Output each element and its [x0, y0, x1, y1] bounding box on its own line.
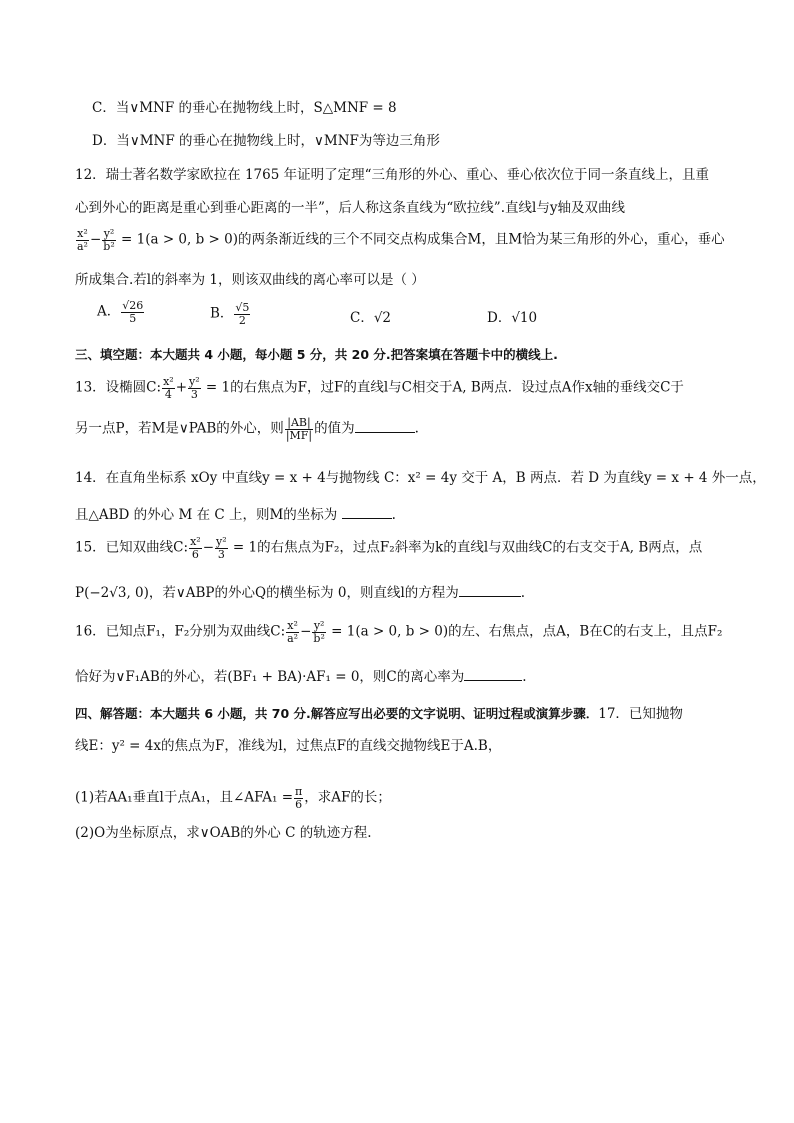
q11-option-c: C．当∨MNF 的垂心在抛物线上时，S△MNF = 8: [92, 100, 397, 116]
q14-line-2: 且△ABD 的外心 M 在 C 上，则M的坐标为 .: [75, 507, 396, 523]
fraction: $\frac{\text{x²}}{4}$: [163, 375, 174, 401]
fraction: $\frac{\text{y²}}{\text{b²}}$: [103, 227, 115, 253]
q16-line-2: 恰好为∨F₁AB的外心，若(BF₁ + BA)·AF₁ = 0，则C的离心率为 .: [75, 669, 527, 685]
fraction: $\frac{\text{x²}}{6}$: [190, 535, 201, 561]
answer-blank[interactable]: [342, 506, 392, 519]
q16-line-1: 16．已知点F₁，F₂分别为双曲线C: $\frac{\text{x²}}{\text{a²}}$ − $\frac{\text{y²}}{\text{b²}}$ = 1(a > 0, b > 0)的左、右焦点，点A，B在C的右支上，且点F₂: [75, 619, 723, 645]
q13-line-2: 另一点P，若M是∨PAB的外心，则 $\frac{|AB|}{|MF|}$ 的值为 .: [75, 416, 419, 442]
q17-line-2: 线E：y² = 4x的焦点为F，准线为l，过焦点F的直线交抛物线E于A.B，: [75, 738, 502, 754]
answer-blank[interactable]: [355, 420, 415, 433]
fraction: $\frac{\text{x²}}{\text{a²}}$: [77, 227, 88, 253]
q17-part-1: (1)若AA₁垂直l于点A₁，且∠AFA₁ = $\frac{\pi}{6}$ ，求AF的长；: [75, 785, 391, 811]
section-3-heading: 三、填空题：本大题共 4 小题，每小题 5 分，共 20 分.把答案填在答题卡中的横线上.: [75, 347, 558, 362]
answer-blank[interactable]: [459, 584, 521, 597]
q12-line-2: 心到外心的距离是重心到垂心距离的一半”，后人称这条直线为“欧拉线”.直线l与y轴及双曲线: [75, 200, 625, 216]
q14-line-1: 14．在直角坐标系 xOy 中直线y = x + 4与抛物线 C：x² = 4y 交于 A，B 两点．若 D 为直线y = x + 4 外一点，: [75, 470, 766, 486]
q15-line-2: P(−2√3, 0)，若∨ABP的外心Q的横坐标为 0，则直线l的方程为 .: [75, 585, 526, 601]
q12-option-c: C．√2: [350, 310, 392, 326]
section-4-heading: 四、解答题：本大题共 6 小题，共 70 分.解答应写出必要的文字说明、证明过程或演算步骤．17．已知抛物: [75, 706, 683, 722]
q15-line-1: 15．已知双曲线C: $\frac{\text{x²}}{6}$ − $\frac{\text{y²}}{3}$ = 1的右焦点为F₂，过点F₂斜率为k的直线l与双曲线C的右支交于A, B两点，点: [75, 535, 703, 561]
fraction: $\frac{\pi}{6}$: [295, 785, 303, 811]
fraction: $\frac{√5}{2}$: [235, 301, 250, 327]
q12-line-3: $\frac{\text{x²}}{\text{a²}}$ − $\frac{\text{y²}}{\text{b²}}$ = 1(a > 0, b > 0)的两条渐近线的三个不同交点构成集合M，且M恰为某三角形的外心，重心，垂心: [77, 227, 725, 253]
q11-option-d: D．当∨MNF 的垂心在抛物线上时，∨MNF为等边三角形: [92, 133, 440, 149]
q13-line-1: 13．设椭圆C: $\frac{\text{x²}}{4}$ + $\frac{\text{y²}}{3}$ = 1的右焦点为F，过F的直线l与C相交于A, B两点．设过点A作x轴的垂线交C于: [75, 375, 684, 401]
q12-line-4: 所成集合.若l的斜率为 1，则该双曲线的离心率可以是（ ）: [75, 272, 425, 288]
fraction: $\frac{|AB|}{|MF|}$: [285, 416, 313, 442]
fraction: $\frac{\text{y²}}{\text{b²}}$: [313, 619, 325, 645]
q12-option-b: B． $\frac{√5}{2}$: [210, 301, 250, 327]
answer-blank[interactable]: [464, 668, 522, 681]
fraction: $\frac{√26}{5}$: [122, 299, 144, 325]
fraction: $\frac{\text{y²}}{3}$: [216, 535, 227, 561]
q12-option-d: D．√10: [487, 310, 538, 326]
q12-option-a: A． $\frac{√26}{5}$: [97, 299, 144, 325]
fraction: $\frac{\text{x²}}{\text{a²}}$: [287, 619, 299, 645]
q12-line-1: 12．瑞士著名数学家欧拉在 1765 年证明了定理“三角形的外心、重心、垂心依次位于同一条直线上，且重: [75, 167, 710, 183]
q17-part-2: (2)O为坐标原点，求∨OAB的外心 C 的轨迹方程.: [75, 825, 372, 841]
fraction: $\frac{\text{y²}}{3}$: [189, 375, 200, 401]
